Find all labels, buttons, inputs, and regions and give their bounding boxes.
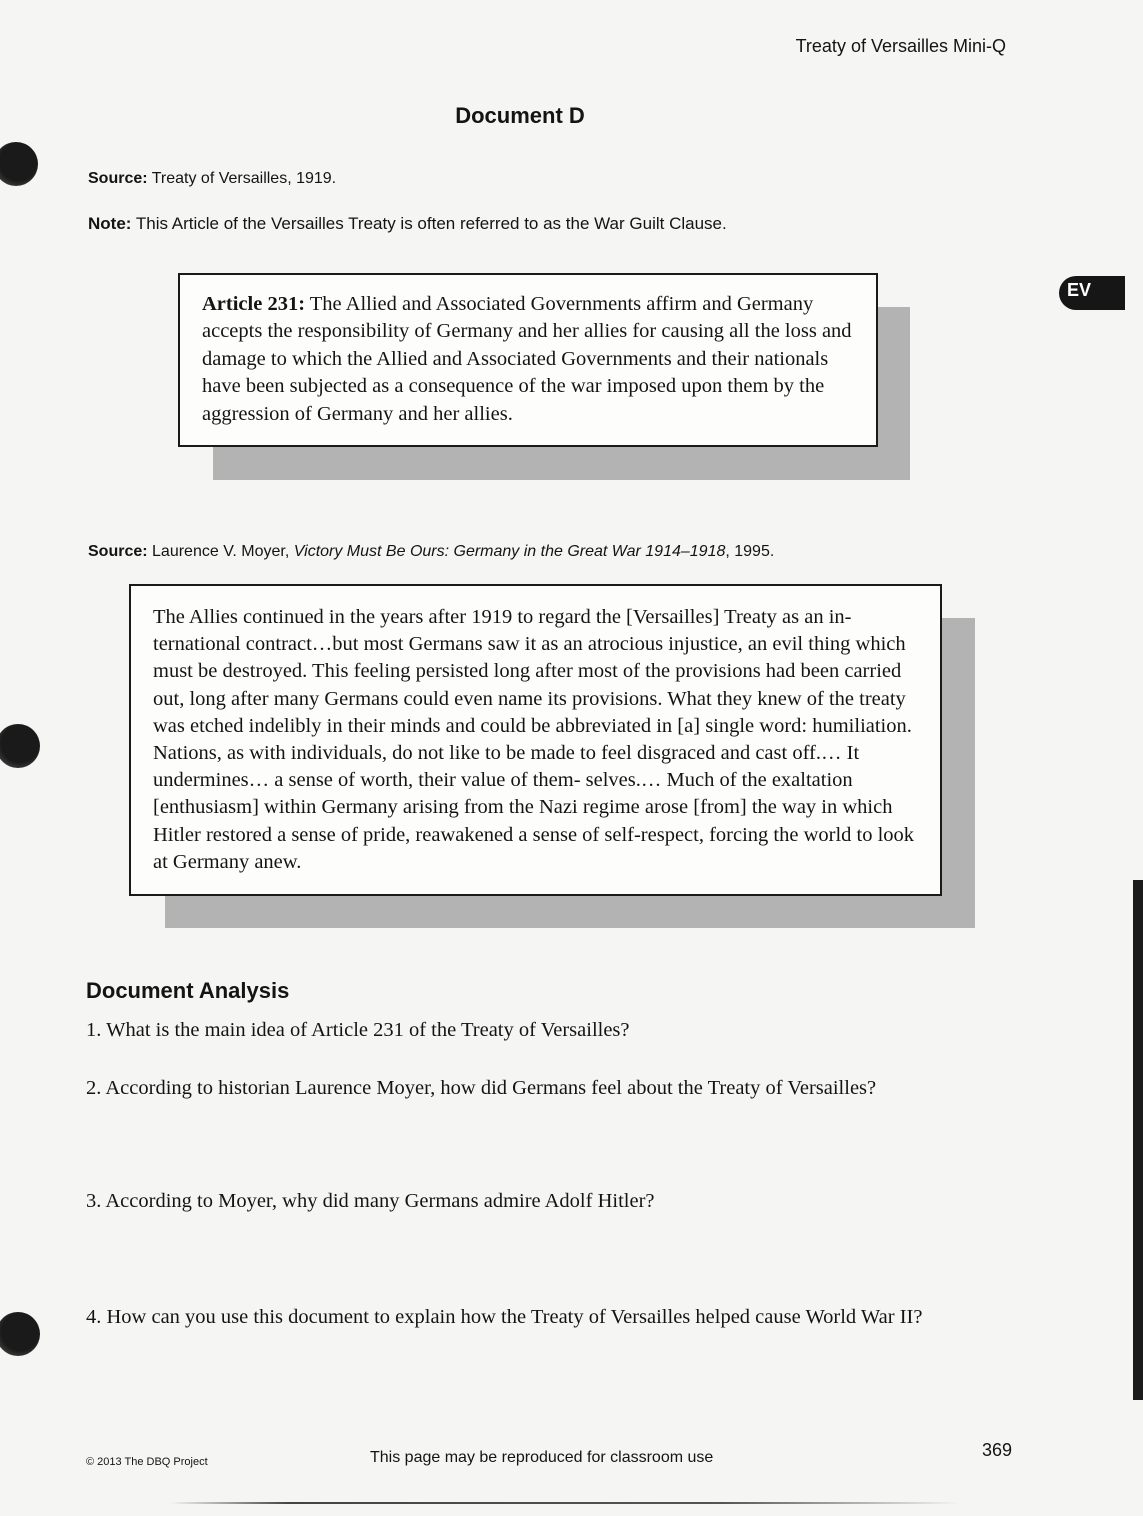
question-3: 3. According to Moyer, why did many Germans admire Adolf Hitler? [86,1190,655,1212]
analysis-heading: Document Analysis [86,978,290,1003]
bottom-rule [170,1502,960,1504]
source-book-title: Victory Must Be Ours: Germany in the Great War 1914–1918 [293,543,726,560]
binder-hole [0,142,38,186]
reproduction-notice: This page may be reproduced for classroom use [370,1449,714,1466]
article-label: Article 231: [202,293,306,315]
source-label: Source: [88,170,148,187]
moyer-excerpt-box [129,584,942,896]
note-text: This Article of the Versailles Treaty is often referred to as the War Guilt Clause. [131,214,727,233]
binder-hole [0,1312,40,1356]
page-number: 369 [982,1440,1013,1460]
running-header: Treaty of Versailles Mini-Q [795,36,1006,56]
document-title: Document D [455,103,585,128]
article-231-box [178,273,878,447]
source-label: Source: [88,543,148,560]
source-citation-1 [88,170,336,188]
source-text: Treaty of Versailles, 1919. [147,170,337,187]
excerpt-text: The Allies continued in the years after 1919 to regard the [Versailles] Treaty as an in- ternational contract…but most Germans saw it as an atrocious injustice, an evil thing which must be destroyed. This feeling persisted long after most of the provisions had been carried out, long after many Germans could even name its provisions. What they knew of the treaty was etched indelibly in their minds and could be abbreviated in [a] single word: humiliation. Nations, as with individuals, do not like to be made to feel disgraced and cast off.… It undermines… a sense of worth, their value of them- selves.… Much of the exaltation [enthusiasm] within Germany arising from the Nazi regime arose [from] the way in which Hitler restored a sense of pride, reawakened a sense of self-respect, forcing the world to look at Germany anew. [153,606,915,873]
note-label: Note: [88,214,132,233]
question-2: 2. According to historian Laurence Moyer, how did Germans feel about the Treaty of Versailles? [86,1077,877,1099]
source-citation-2 [88,543,774,561]
question-4: 4. How can you use this document to explain how the Treaty of Versailles helped cause World War II? [86,1306,923,1328]
source-author: Laurence V. Moyer, [147,543,294,560]
binder-hole [0,724,40,768]
source-year: , 1995. [725,543,775,560]
ev-side-tab: EV [1059,276,1125,310]
page-edge-shadow [1133,880,1143,1400]
note-line [88,214,727,234]
question-1: 1. What is the main idea of Article 231 of the Treaty of Versailles? [86,1019,630,1041]
copyright: © 2013 The DBQ Project [86,1456,208,1468]
article-text: The Allied and Associated Governments affirm and Germany accepts the responsibility of Germany and her allies for causing all the loss and damage to which the Allied and Associated Governments and their nationals have been subjected as a consequence of the war imposed upon them by the aggression of Germany and her allies. [202,293,852,425]
